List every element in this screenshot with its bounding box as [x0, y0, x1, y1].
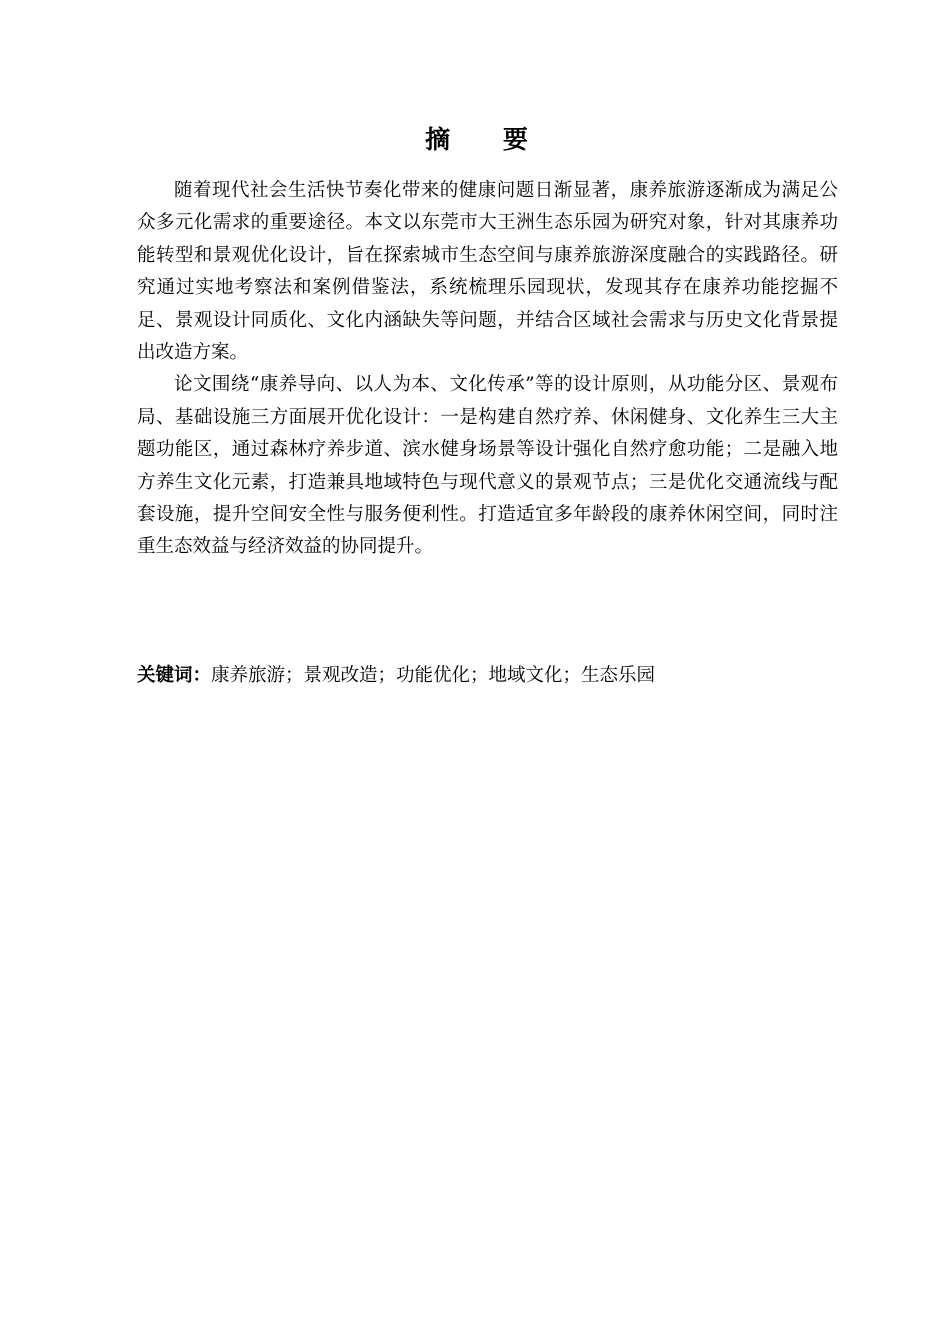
- keywords-label: 关键词：: [137, 665, 212, 686]
- keywords-line: [137, 660, 838, 692]
- abstract-paragraph-1: 随着现代社会生活快节奏化带来的健康问题日渐显著，康养旅游逐渐成为满足公众多元化需求的重要途径。本文以东莞市大王洲生态乐园为研究对象，针对其康养功能转型和景观优化设计，旨在探索城市生态空间与康养旅游深度融合的实践路径。研究通过实地考察法和案例借鉴法，系统梳理乐园现状，发现其存在康养功能挖掘不足、景观设计同质化、文化内涵缺失等问题，并结合区域社会需求与历史文化背景提出改造方案。: [137, 180, 838, 364]
- abstract-paragraph-2: 论文围绕“康养导向、以人为本、文化传承”等的设计原则，从功能分区、景观布局、基础设施三方面展开优化设计：一是构建自然疗养、休闲健身、文化养生三大主题功能区，通过森林疗养步道、滨水健身场景等设计强化自然疗愈功能；二是融入地方养生文化元素，打造兼具地域特色与现代意义的景观节点；三是优化交通流线与配套设施，提升空间安全性与服务便利性。打造适宜多年龄段的康养休闲空间，同时注重生态效益与经济效益的协同提升。: [137, 374, 838, 558]
- abstract-title: 摘 要: [425, 125, 550, 154]
- keywords-list: 康养旅游；景观改造；功能优化；地域文化；生态乐园: [211, 665, 656, 686]
- abstract-body: [137, 175, 838, 564]
